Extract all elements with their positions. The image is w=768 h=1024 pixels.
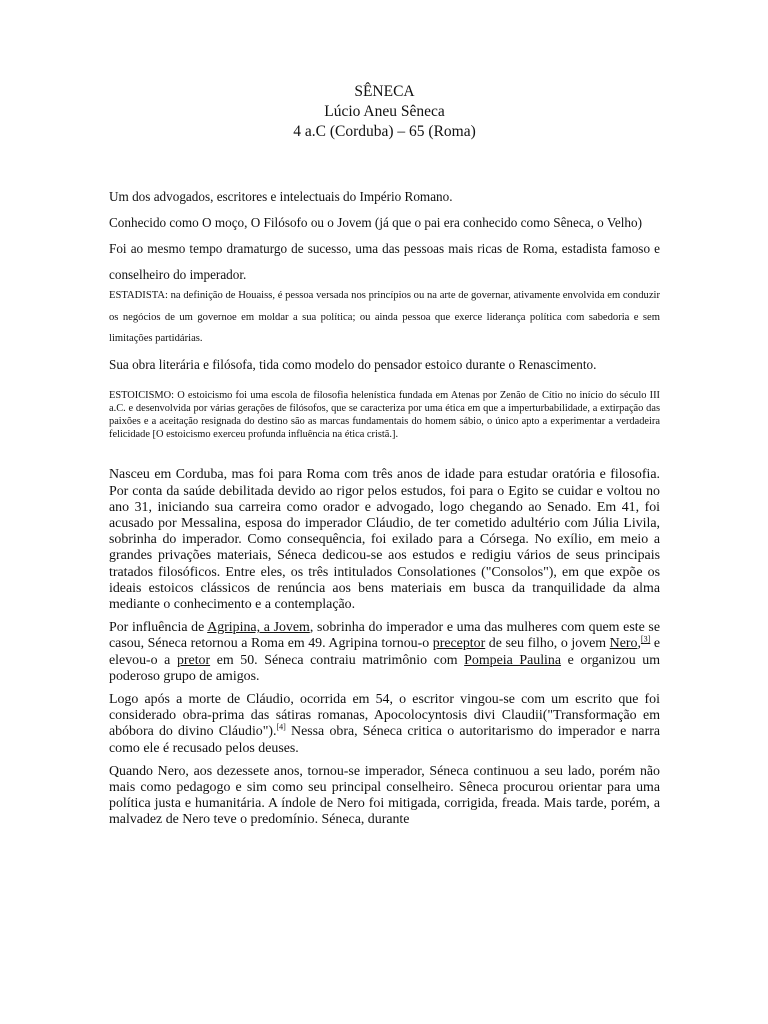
intro-paragraph-4: Sua obra literária e filósofa, tida como modelo do pensador estoico durante o Renascimento. [109, 356, 597, 372]
intro-paragraph-3: Foi ao mesmo tempo dramaturgo de sucesso, uma das pessoas mais ricas de Roma, estadista famoso e conselheiro do imperador. [109, 241, 660, 282]
footnote-3-link[interactable]: [3] [640, 634, 651, 644]
link-pretor[interactable]: pretor [176, 652, 211, 668]
text-run: Nessa obra, Séneca critica o autoritarismo do imperador e narra como ele é recusado pelos deuses. [109, 724, 660, 756]
link-nero[interactable]: Nero [609, 636, 638, 652]
link-preceptor[interactable]: preceptor [432, 636, 486, 652]
body-paragraph-1: Nasceu em Corduba, mas foi para Roma com três anos de idade para estudar oratória e filosofia. Por conta da saúde debilitada devido ao rigor pelos estudos, foi para o Egito se cuidar e voltou no ano 31, iniciando sua carreira como orador e advogado, logo chegando ao Senado. Em 41, foi acusado por Messalina, esposa do imperador Cláudio, de ter cometido adultério com Júlia Livila, sobrinha do imperador. Como consequência, foi exilado para a Córsega. No exílio, em meio a grandes privações materiais, Séneca dedicou-se aos estudos e redigiu vários de seus principais tratados filosóficos. Entre eles, os três intitulados Consolationes ("Consolos"), em que expõe os ideais estoicos clássicos de renúncia aos bens materiais em busca da tranquilidade da alma mediante o conhecimento e a contemplação. [109, 467, 660, 612]
text-run: Por influência de [109, 620, 208, 636]
text-run: Logo após a morte de Cláudio, ocorrida em 54, o escritor vingou-se com um escrito que foi considerado obra-prima das sátiras romanas, Apocolocyntosis divi Claudii("Transformação em abóbora do divino Cláudio"). [109, 691, 660, 740]
intro-paragraph-2: Conhecido como O moço, O Filósofo ou o Jovem (já que o pai era conhecido como Sêneca, o Velho) [109, 215, 642, 230]
estoicismo-definition: ESTOICISMO: O estoicismo foi uma escola de filosofia helenística fundada em Atenas por Zenão de Cítio no início do século III a.C. e desenvolvida por várias gerações de filósofos, que se caracteriza por uma ética em que a imperturbabilidade, a extirpação das paixões e a aceitação resignada do destino são as marcas fundamentais do homem sábio, o único apto a experimentar a verdadeira felicidade [O estoicismo exerceu profunda influência na ética cristã.]. [109, 389, 660, 441]
text-run: em 50. Séneca contraiu matrimônio com [210, 652, 465, 668]
document-title [109, 0, 660, 142]
estadista-definition: ESTADISTA: na definição de Houaiss, é pessoa versada nos princípios ou na arte de governar, ativamente envolvida em conduzir os negócios de um governoe em moldar a sua política; ou ainda pessoa que exerce liderança política com sabedoria e sem limitações partidárias. [109, 290, 660, 344]
text-run: e organizou um poderoso grupo de amigos. [109, 652, 661, 684]
intro-paragraph-1: Um dos advogados, escritores e intelectuais do Império Romano. [109, 189, 453, 204]
title-dates: 4 a.C (Corduba) – 65 (Roma) [293, 123, 476, 140]
text-run: e elevou-o a [109, 636, 660, 668]
text-run: , sobrinha do imperador e uma das mulheres com quem este se casou, Séneca retornou a Roma em 49. Agripina tornou-o [109, 620, 661, 652]
body-paragraph-3 [109, 692, 660, 757]
title-name: SÊNECA [354, 83, 415, 100]
link-agripina[interactable]: Agripina, a Jovem [207, 620, 310, 636]
title-full-name: Lúcio Aneu Sêneca [324, 103, 445, 120]
footnote-4-marker: [4] [276, 722, 286, 732]
body-paragraph-4: Quando Nero, aos dezessete anos, tornou-se imperador, Séneca continuou a seu lado, porém não mais como pedagogo e sim como seu principal conselheiro. Sêneca procurou orientar para uma política justa e humanitária. A índole de Nero foi mitigada, corrigida, freada. Mais tarde, porém, a malvadez de Nero teve o predomínio. Séneca, durante [109, 763, 660, 828]
body-paragraph-2 [109, 620, 660, 685]
link-pompeia-paulina[interactable]: Pompeia Paulina [464, 652, 562, 668]
text-run: , [637, 636, 641, 652]
text-run: de seu filho, o jovem [485, 636, 610, 652]
